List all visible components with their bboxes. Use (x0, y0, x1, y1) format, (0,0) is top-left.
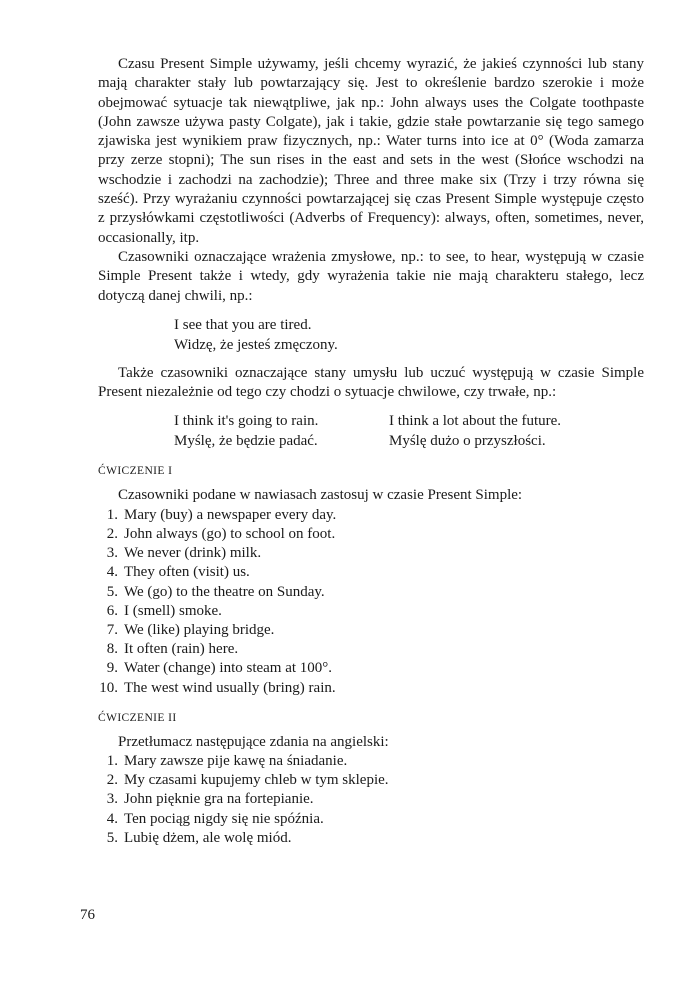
exercise-1-list (98, 506, 644, 698)
list-item: 5. Lubię dżem, ale wolę miód. (106, 829, 292, 846)
exercise-2-list (98, 752, 644, 848)
list-item: 5. We (go) to the theatre on Sunday. (106, 583, 325, 600)
example-think (174, 411, 644, 451)
example-think-right-english: I think a lot about the future. (389, 413, 562, 430)
list-item: 2. My czasami kupujemy chleb w tym sklepie. (106, 772, 389, 789)
list-item: 2. John always (go) to school on foot. (106, 525, 336, 542)
example-think-left (174, 411, 389, 451)
list-item: 4. They often (visit) us. (106, 564, 250, 581)
page-number: 76 (80, 907, 95, 923)
example-see-english: I see that you are tired. (174, 316, 312, 333)
list-item: 1. Mary (buy) a newspaper every day. (106, 506, 337, 523)
list-item: 9. Water (change) into steam at 100°. (106, 660, 333, 677)
example-think-right (389, 411, 561, 451)
page-content (98, 55, 644, 848)
exercise-1-instruction: Czasowniki podane w nawiasach zastosuj w czasie Present Simple: (118, 487, 523, 504)
exercise-1-heading: ĆWICZENIE I (98, 465, 173, 478)
example-see-polish: Widzę, że jesteś zmęczony. (174, 336, 338, 353)
list-item: 1. Mary zawsze pije kawę na śniadanie. (106, 753, 348, 770)
paragraph-mental-states: Także czasowniki oznaczające stany umysłu lub uczuć występują w czasie Simple Present niezależnie od tego czy chodzi o sytuacje chwilowe, czy trwałe, np.: (98, 364, 644, 401)
intro-paragraph-1: Czasu Present Simple używamy, jeśli chcemy wyrazić, że jakieś czynności lub stany mają charakter stały lub powtarzający się. Jest to określenie bardzo szerokie i może obejmować sytuacje tak niewątpliwe, jak np.: John always uses the Colgate toothpaste (John zawsze używa pasty Colgate), jak i takie, gdzie stałe powtarzanie się tego samego zjawiska jest wynikiem praw fizycznych, np.: Water turns into ice at 0° (Woda zamarza przy zerze stopni); The sun rises in the east and sets in the west (Słońce wschodzi na wschodzie i zachodzi na zachodzie); Three and three make six (Trzy i trzy równa się sześć). Przy wyrażaniu czynności powtarzającej się czas Present Simple występuje często z przysłówkami częstotliwości (Adverbs of Frequency): always, often, sometimes, never, occasionally, itp. (98, 56, 644, 246)
example-think-left-polish: Myślę, że będzie padać. (174, 433, 318, 450)
exercise-2-instruction: Przetłumacz następujące zdania na angielski: (118, 733, 389, 750)
example-see (174, 315, 644, 355)
example-think-left-english: I think it's going to rain. (174, 413, 319, 430)
intro-paragraph-2: Czasowniki oznaczające wrażenia zmysłowe, np.: to see, to hear, występują w czasie Simple Present także i wtedy, gdy wyrażenia takie nie mają charakteru stałego, lecz dotyczą danej chwili, np.: (98, 248, 644, 304)
list-item: 10. The west wind usually (bring) rain. (99, 679, 336, 696)
list-item: 7. We (like) playing bridge. (106, 621, 275, 638)
exercise-2-heading: ĆWICZENIE II (98, 711, 177, 724)
list-item: 4. Ten pociąg nigdy się nie spóźnia. (106, 810, 324, 827)
list-item: 3. John pięknie gra na fortepianie. (106, 791, 314, 808)
list-item: 3. We never (drink) milk. (106, 545, 262, 562)
list-item: 6. I (smell) smoke. (106, 602, 222, 619)
list-item: 8. It often (rain) here. (106, 641, 239, 658)
example-think-right-polish: Myślę dużo o przyszłości. (389, 433, 546, 450)
